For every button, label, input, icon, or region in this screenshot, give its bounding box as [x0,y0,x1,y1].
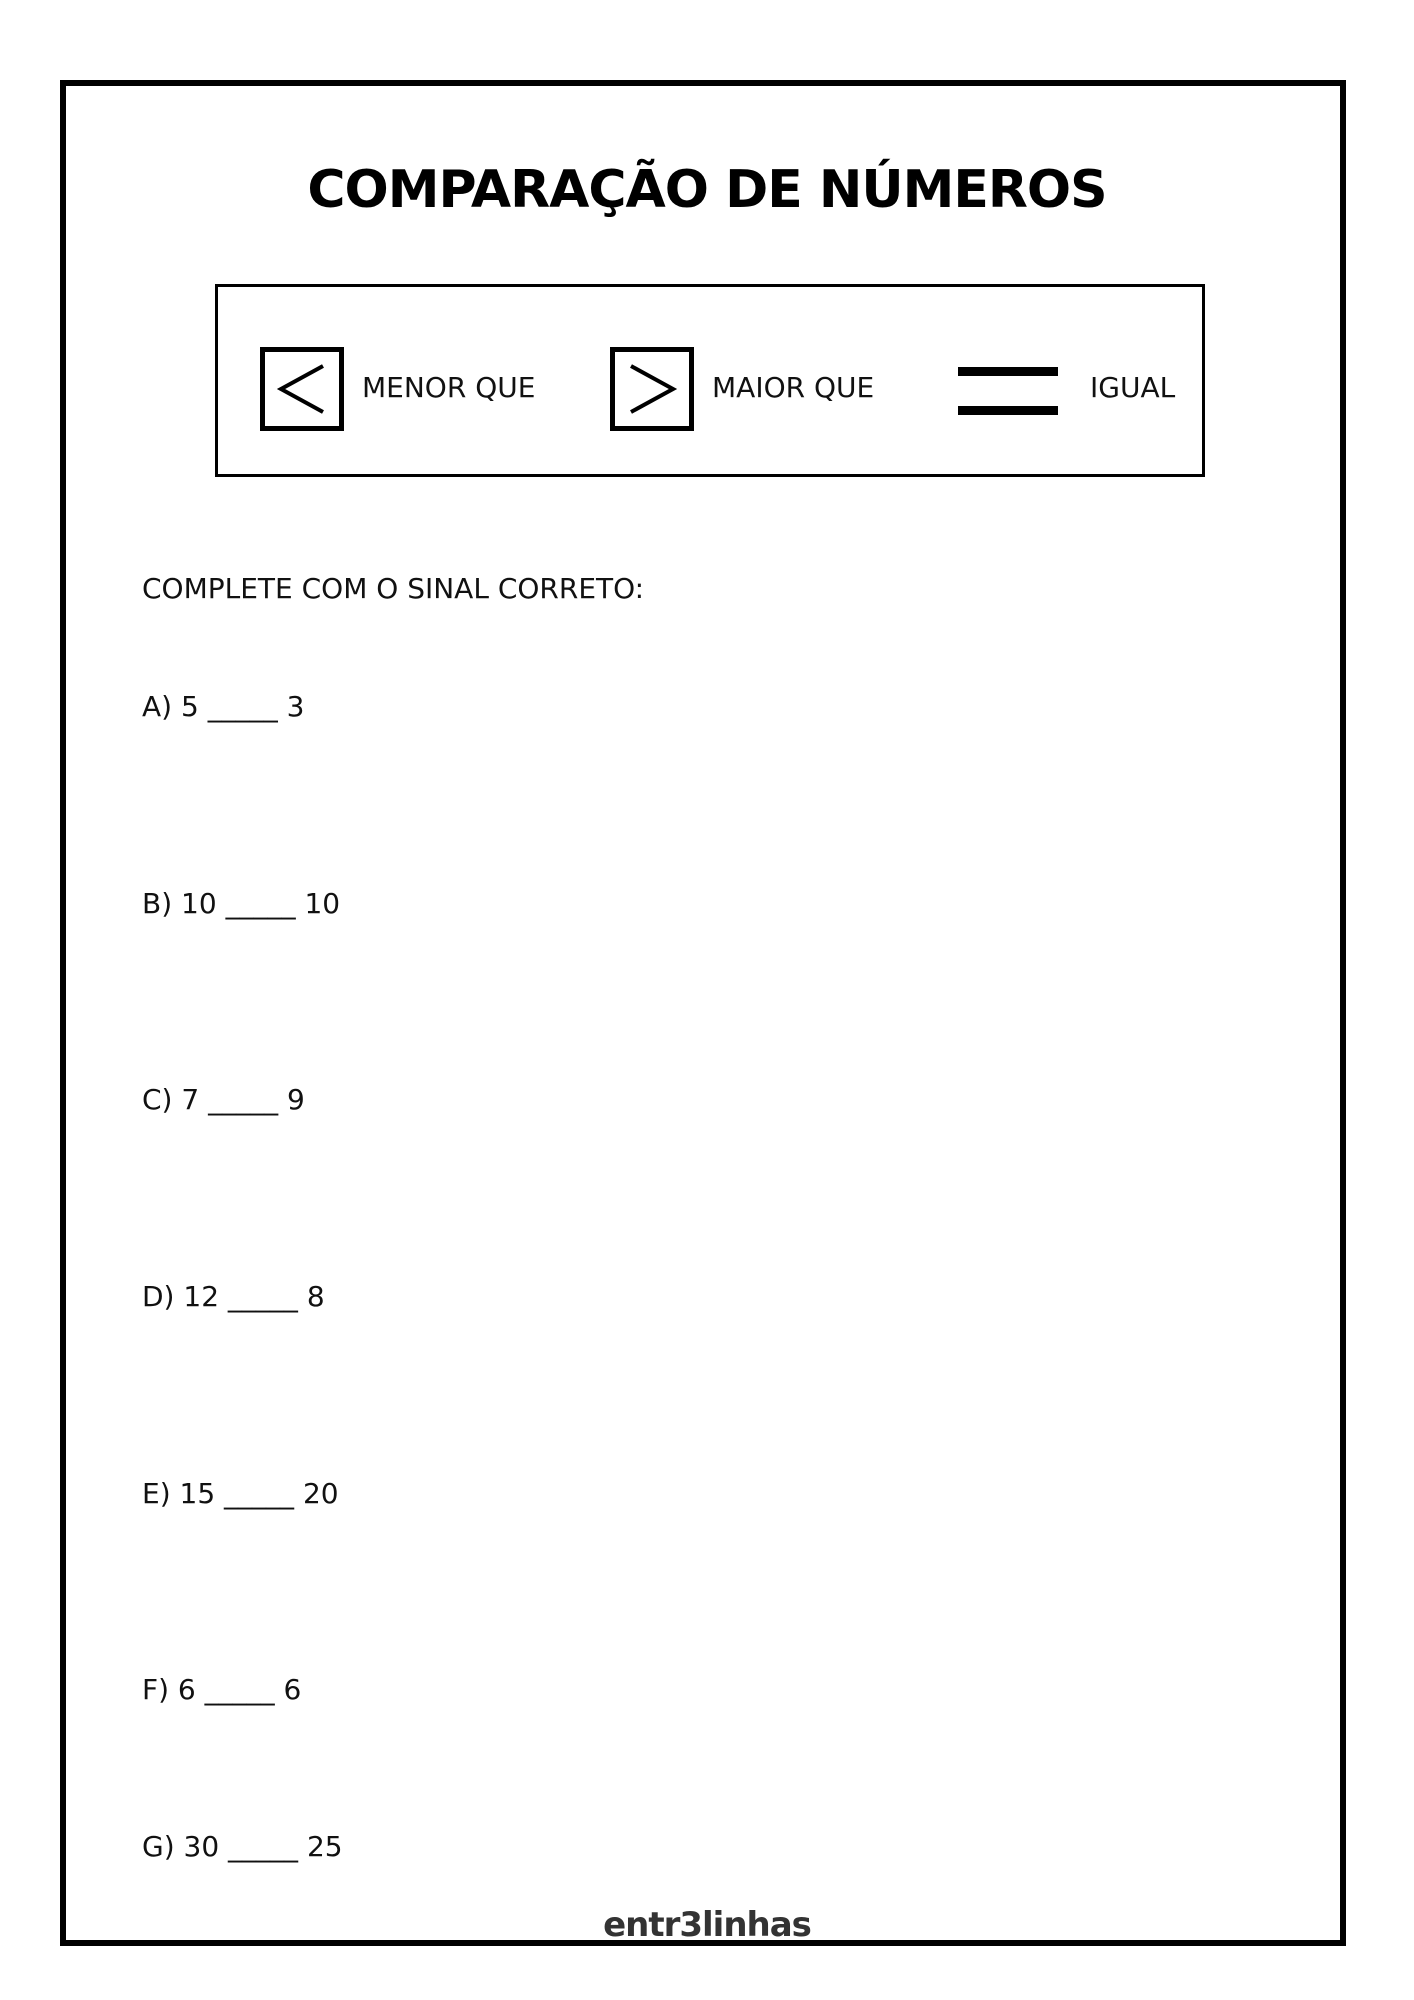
greater-than-label: MAIOR QUE [712,371,875,404]
equal-label: IGUAL [1090,371,1176,404]
exercise-g: G) 30 _____ 25 [142,1830,343,1863]
exercise-f: F) 6 _____ 6 [142,1673,302,1706]
symbol-legend [215,284,1205,477]
instruction-text: COMPLETE COM O SINAL CORRETO: [142,572,645,605]
equals-icon-top-bar [958,367,1058,376]
exercise-d: D) 12 _____ 8 [142,1280,325,1313]
brand-logo: entr3linhas [603,1905,811,1945]
greater-than-icon [610,347,694,431]
exercise-b: B) 10 _____ 10 [142,887,341,920]
page-title: COMPARAÇÃO DE NÚMEROS [307,160,1107,220]
less-than-label: MENOR QUE [362,371,536,404]
exercise-c: C) 7 _____ 9 [142,1083,305,1116]
exercise-a: A) 5 _____ 3 [142,690,305,723]
equals-icon-bottom-bar [958,406,1058,415]
less-than-icon [260,347,344,431]
exercise-e: E) 15 _____ 20 [142,1477,339,1510]
